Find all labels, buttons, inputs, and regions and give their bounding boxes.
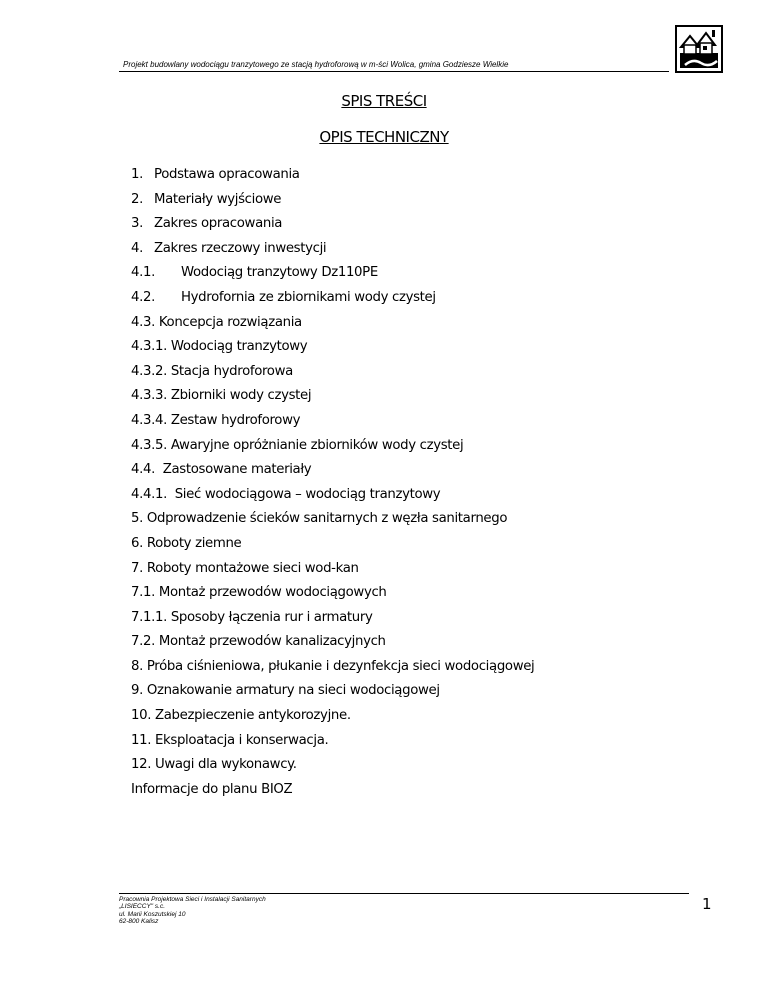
toc-item: 10. Zabezpieczenie antykorozyjne.	[131, 708, 351, 724]
footer-divider	[119, 893, 689, 894]
toc-item: 4.1. Wodociąg tranzytowy Dz110PE	[131, 265, 378, 281]
toc-item: 4. Zakres rzeczowy inwestycji	[131, 240, 327, 256]
toc-item: 2. Materiały wyjściowe	[131, 191, 282, 207]
toc-item: 9. Oznakowanie armatury na sieci wodociągowej	[131, 683, 440, 699]
footer-company-line: Pracownia Projektowa Sieci i Instalacji Sanitarnych	[119, 896, 266, 903]
toc-item: 4.3.4. Zestaw hydroforowy	[131, 412, 301, 428]
toc-item: 5. Odprowadzenie ścieków sanitarnych z węzła sanitarnego	[131, 511, 508, 527]
toc-item: 4.3. Koncepcja rozwiązania	[131, 314, 302, 330]
toc-item: 4.4.1. Sieć wodociągowa – wodociąg tranzytowy	[131, 486, 441, 502]
technical-description-heading: OPIS TECHNICZNY	[319, 128, 449, 146]
footer-city: 62-800 Kalisz	[119, 918, 159, 926]
toc-item: 4.3.3. Zbiorniki wody czystej	[131, 388, 312, 404]
toc-item: 7.1.1. Sposoby łączenia rur i armatury	[131, 609, 373, 625]
page-number: 1	[702, 895, 712, 913]
toc-item: 4.3.1. Wodociąg tranzytowy	[131, 339, 308, 355]
toc-item: 7. Roboty montażowe sieci wod-kan	[131, 560, 359, 576]
toc-heading: SPIS TREŚCI	[341, 92, 427, 110]
toc-item: 1. Podstawa opracowania	[131, 167, 300, 182]
toc-item: 7.1. Montaż przewodów wodociągowych	[131, 585, 387, 601]
toc-item: 12. Uwagi dla wykonawcy.	[131, 757, 297, 773]
table-of-contents	[131, 166, 671, 805]
toc-item: 7.2. Montaż przewodów kanalizacyjnych	[131, 634, 386, 650]
toc-item: 4.3.2. Stacja hydroforowa	[131, 363, 293, 379]
footer-address	[119, 896, 266, 926]
header-project-line: Projekt budowlany wodociągu tranzytowego ze stacją hydroforową w m-ści Wolica, gmina Godziesze Wielkie	[123, 60, 509, 69]
toc-item: 4.4. Zastosowane materiały	[131, 462, 312, 478]
toc-item: 4.3.5. Awaryjne opróżnianie zbiorników wody czystej	[131, 437, 464, 453]
toc-item: 3. Zakres opracowania	[131, 216, 283, 232]
toc-item: 11. Eksploatacja i konserwacja.	[131, 732, 329, 748]
company-logo-icon	[675, 25, 723, 73]
footer-street: ul. Marii Koszutskiej 10	[119, 910, 186, 918]
toc-item: 6. Roboty ziemne	[131, 535, 242, 551]
toc-item: Informacje do planu BIOZ	[131, 781, 293, 797]
footer-company-name: „LISIECCY" s.c.	[119, 903, 166, 911]
header-divider	[119, 71, 669, 72]
toc-item: 4.2. Hydrofornia ze zbiornikami wody czystej	[131, 289, 436, 305]
toc-item: 8. Próba ciśnieniowa, płukanie i dezynfekcja sieci wodociągowej	[131, 658, 535, 674]
